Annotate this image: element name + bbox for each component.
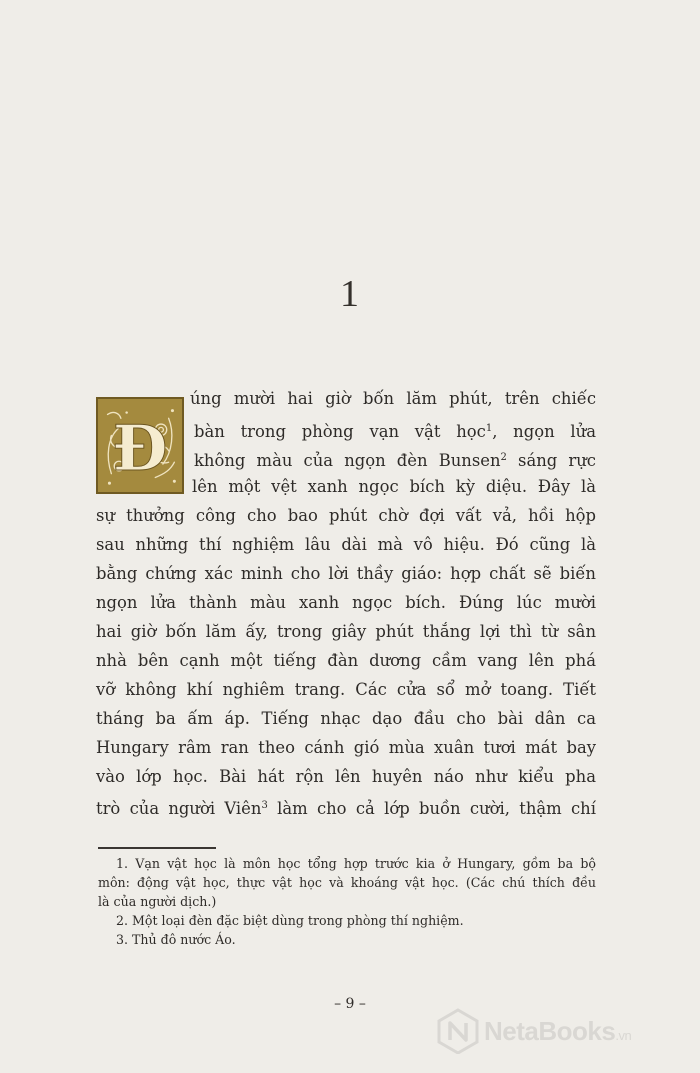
page-number: – 9 –: [334, 996, 366, 1012]
dropcap-ornament-icon: [98, 399, 182, 492]
netabooks-logo-icon: [436, 1008, 480, 1054]
body-line: hai giờ bốn lăm ấy, trong giây phút thắng lợi thì từ sân: [96, 622, 596, 641]
footnote-2: 2. Một loại đèn đặc biệt dùng trong phòng thí nghiệm.: [116, 913, 464, 928]
footnote-3: 3. Thủ đô nước Áo.: [116, 932, 236, 947]
body-line: vỡ không khí nghiêm trang. Các cửa sổ mở toang. Tiết: [96, 680, 596, 699]
body-line: lên một vệt xanh ngọc bích kỳ diệu. Đây là: [192, 477, 596, 496]
body-line: Hungary râm ran theo cánh gió mùa xuân tươi mát bay: [96, 738, 596, 757]
dropcap-letter: Đ: [112, 410, 168, 485]
body-line: tháng ba ấm áp. Tiếng nhạc dạo đầu cho bài dân ca: [96, 709, 596, 728]
body-line: bàn trong phòng vạn vật học$^1$, ngọn lửa: [194, 422, 596, 441]
body-line: trò của người Viên$^3$ làm cho cả lớp buồn cười, thậm chí: [96, 799, 596, 818]
body-line: úng mười hai giờ bốn lăm phút, trên chiếc: [190, 389, 596, 408]
body-line: sự thưởng công cho bao phút chờ đợi vất vả, hồi hộp: [96, 506, 596, 525]
footnote-divider: [98, 847, 216, 849]
body-line: không màu của ngọn đèn Bunsen$^2$ sáng rực: [194, 451, 596, 470]
body-line: sau những thí nghiệm lâu dài mà vô hiệu. Đó cũng là: [96, 535, 596, 554]
footnote-1-line-2: môn: động vật học, thực vật học và khoáng vật học. (Các chú thích đều: [98, 875, 596, 890]
body-line: ngọn lửa thành màu xanh ngọc bích. Đúng lúc mười: [96, 593, 596, 612]
body-line: nhà bên cạnh một tiếng đàn dương cầm vang lên phá: [96, 651, 596, 670]
watermark-suffix: .vn: [615, 1028, 632, 1043]
body-line: vào lớp học. Bài hát rộn lên huyên náo như kiểu pha: [96, 767, 596, 786]
footnote-1-line-1: 1. Vạn vật học là môn học tổng hợp trước kia ở Hungary, gồm ba bộ: [116, 856, 596, 871]
chapter-number: 1: [340, 273, 360, 315]
watermark-brand: NetaBooks: [484, 1016, 616, 1046]
decorative-dropcap: [96, 397, 184, 494]
footnote-1-line-3: là của người dịch.): [98, 894, 217, 909]
body-line: bằng chứng xác minh cho lời thầy giáo: hợp chất sẽ biến: [96, 564, 596, 583]
netabooks-watermark: [436, 1008, 686, 1054]
